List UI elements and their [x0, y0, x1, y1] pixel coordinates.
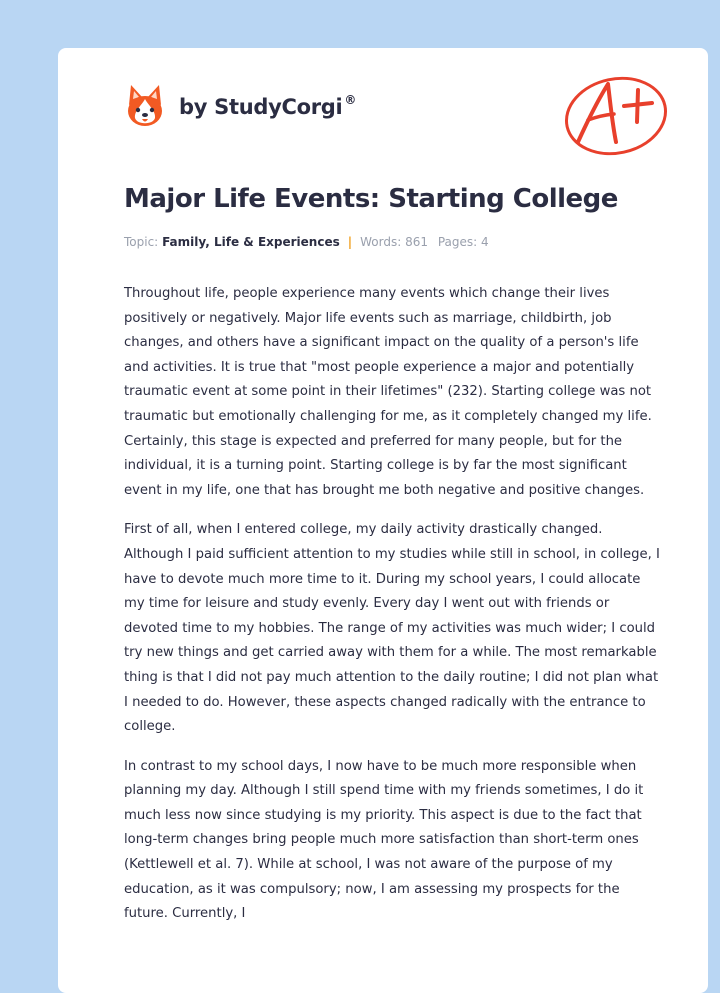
pages-label: Pages:: [437, 235, 478, 249]
paragraph: In contrast to my school days, I now have to be much more responsible when planning my day. Although I still spend time with my friends sometimes, I do it much less now since studying is my priority. This aspect is due to the fact that long-term changes bring people much more satisfaction than short-term ones (Kettlewell et al. 7). While at school, I was not aware of the purpose of my education, as it was compulsory; now, I am assessing my prospects for the future. Currently, I: [124, 758, 644, 922]
studycorgi-logo[interactable]: [125, 80, 356, 134]
paragraph: First of all, when I entered college, my daily activity drastically changed. Although I paid sufficient attention to my studies while still in school, in college, I have to devote much more time to it. During my school years, I could allocate my time for leisure and study evenly. Every day I went out with friends or devoted time to my hobbies. The range of my activities was much wider; I could try new things and get carried away with them for a while. The most remarkable thing is that I did not pay much attention to the daily routine; I did not plan what I needed to do. However, these aspects changed radically with the entrance to college.: [124, 522, 660, 735]
registered-mark: ®: [344, 93, 357, 107]
topic-label: Topic:: [124, 235, 159, 249]
pages-count: 4: [481, 235, 489, 249]
a-plus-grade-icon: [560, 70, 672, 164]
meta-separator: |: [347, 235, 353, 249]
words-label: Words:: [360, 235, 402, 249]
words-count: 861: [405, 235, 428, 249]
corgi-icon: [125, 83, 165, 131]
topic-link[interactable]: Family, Life & Experiences: [162, 235, 340, 249]
essay-title: Major Life Events: Starting College: [124, 184, 618, 214]
document-page: [58, 48, 708, 993]
essay-meta: [124, 235, 489, 249]
paragraph: Throughout life, people experience many events which change their lives positively or negatively. Major life events such as marriage, childbirth, job changes, and others have a significant impact on the quality of a person's life and activities. It is true that "most people experience a major and potentially traumatic event at some point in their lifetimes" (232). Starting college was not traumatic but emotionally challenging for me, as it completely changed my life. Certainly, this stage is expected and preferred for many people, but for the individual, it is a turning point. Starting college is by far the most significant event in my life, one that has brought me both negative and positive changes.: [124, 286, 652, 498]
brand-text: by StudyCorgi: [179, 95, 343, 119]
brand-name: [179, 95, 356, 119]
essay-body: [124, 282, 664, 942]
